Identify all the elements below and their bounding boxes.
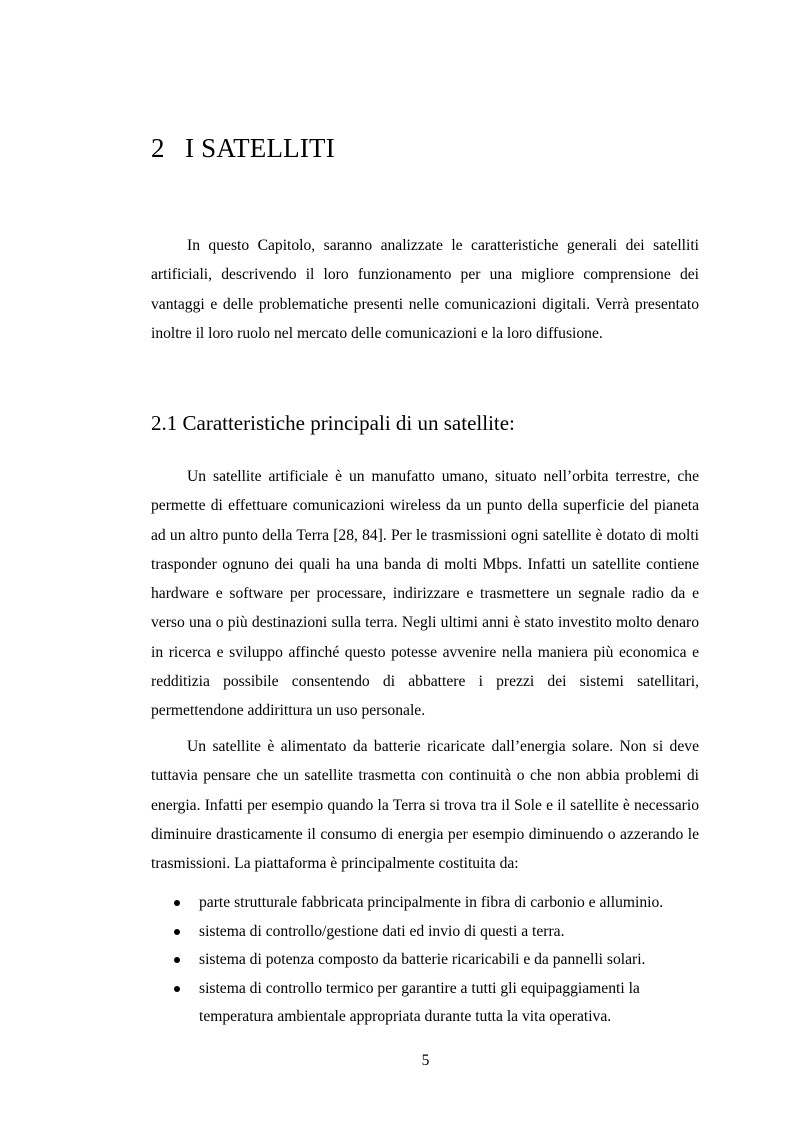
bullet-icon: [174, 900, 180, 906]
component-list: [170, 889, 690, 1032]
list-item: [170, 889, 690, 918]
bullet-icon: [174, 929, 180, 935]
list-item-text: sistema di potenza composto da batterie ricaricabili e da pannelli solari.: [199, 951, 646, 969]
list-item: [170, 946, 690, 975]
list-item-text: parte strutturale fabbricata principalmente in fibra di carbonio e alluminio.: [199, 894, 664, 911]
body-paragraph-1: Un satellite artificiale è un manufatto umano, situato nell’orbita terrestre, che permette di effettuare comunicazioni wireless da un punto della superficie del pianeta ad un altro punto della Terra [28, 84]. Per le trasmissioni ogni satellite è dotato di molti trasponder ognuno dei quali ha una banda di molti Mbps. Infatti un satellite contiene hardware e software per processare, indirizzare e trasmettere un segnale radio da e verso una o più destinazioni sulla terra. Negli ultimi anni è stato investito molto denaro in ricerca e sviluppo affinché questo potesse avvenire nella maniera più economica e redditizia possibile consentendo di abbattere i prezzi dei sistemi satellitari, permettendone addirittura un uso personale.: [151, 468, 699, 720]
intro-paragraph: In questo Capitolo, saranno analizzate le caratteristiche generali dei satelliti artificiali, descrivendo il loro funzionamento per una migliore comprensione dei vantaggi e delle problematiche presenti nelle comunicazioni digitali. Verrà presentato inoltre il loro ruolo nel mercato delle comunicazioni e la loro diffusione.: [151, 237, 699, 342]
list-item: [170, 975, 690, 1032]
bullet-icon: [174, 986, 180, 992]
chapter-title-text: I SATELLITI: [185, 133, 335, 163]
list-item-text: sistema di controllo termico per garantire a tutti gli equipaggiamenti la temperatura ambientale appropriata durante tutta la vita operativa.: [199, 979, 640, 1026]
list-item: [170, 918, 690, 947]
page-number: 5: [421, 1052, 430, 1069]
chapter-number: 2: [151, 133, 165, 163]
list-item-text: sistema di controllo/gestione dati ed invio di questi a terra.: [199, 922, 565, 940]
chapter-title: [151, 133, 335, 164]
section-title: 2.1 Caratteristiche principali di un satellite:: [151, 411, 515, 435]
bullet-icon: [174, 957, 180, 963]
body-paragraph-2: Un satellite è alimentato da batterie ricaricate dall’energia solare. Non si deve tuttavia pensare che un satellite trasmetta con continuità o che non abbia problemi di energia. Infatti per esempio quando la Terra si trova tra il Sole e il satellite è necessario diminuire drasticamente il consumo di energia per esempio diminuendo o azzerando le trasmissioni. La piattaforma è principalmente costituita da:: [151, 738, 699, 873]
